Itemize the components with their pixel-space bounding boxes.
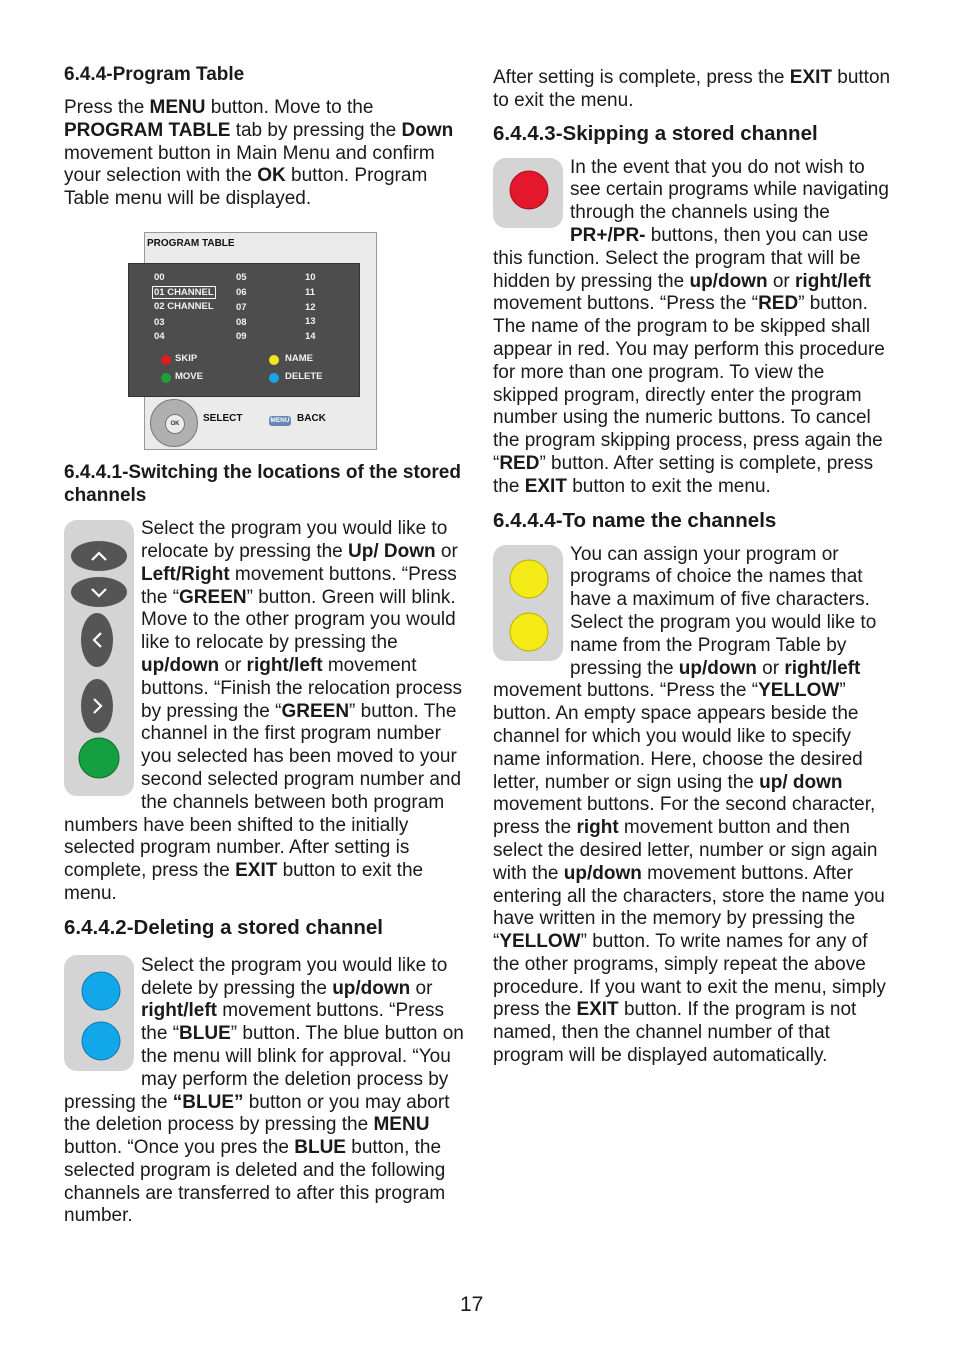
deleting-heading: 6.4.4.2-Deleting a stored channel	[64, 915, 383, 939]
yellow-button-icon	[510, 613, 548, 651]
blue-key-icon	[269, 373, 279, 383]
naming-buttons-graphic	[493, 545, 563, 661]
green-button-icon	[79, 738, 119, 778]
channel-cell: 02 CHANNEL	[154, 301, 214, 312]
skip-key-label: SKIP	[175, 353, 198, 364]
name-key-label: NAME	[285, 353, 313, 364]
naming-heading: 6.4.4.4-To name the channels	[493, 508, 777, 532]
blue-button-icon	[82, 972, 120, 1010]
program-table-screen	[144, 232, 377, 450]
deleting-block	[64, 955, 464, 1229]
channel-cell: 05	[236, 272, 247, 283]
program-table-heading: 6.4.4-Program Table	[64, 64, 245, 85]
red-key-icon	[161, 355, 171, 365]
select-label: SELECT	[203, 413, 243, 424]
switching-text: Select the program you would like to relocate by pressing the Up/ Down or Left/Right movement buttons. “Press the “GREEN” button. Green will blink. Move to the other program you would like to relocate by pressing the up/down or right/left movement buttons. “Finish the relocation process by pressing the “GREEN” button. The channel in the first program number you selected has been moved to your second selected program number and the channels between both program numbers have been shifted to the initially selected program number. After setting is complete, press the EXIT button to exit the menu.	[64, 518, 463, 904]
back-label: BACK	[297, 413, 326, 424]
switching-heading: 6.4.4.1-Switching the locations of the stored channels	[64, 461, 461, 506]
channel-cell: 03	[154, 317, 165, 328]
skipping-buttons-graphic	[493, 158, 563, 228]
deleting-remote-panel	[64, 955, 134, 1071]
move-key-label: MOVE	[175, 371, 203, 382]
channel-cell: 11	[305, 287, 316, 298]
left-arrow-key	[81, 613, 113, 667]
skipping-block	[493, 157, 893, 499]
navigation-pad-icon	[150, 399, 198, 447]
naming-block	[493, 544, 893, 1068]
channel-cell: 10	[305, 272, 316, 283]
down-arrow-key	[71, 577, 127, 607]
skipping-text: In the event that you do not wish to see certain programs while navigating through the channels using the PR+/PR- buttons, then you can use this function. Select the program that will be hidden by pressing the up/down or right/left movement buttons. “Press the “RED” button. The name of the program to be skipped shall appear in red. You may perform this procedure for more than one program. To view the skipped program, directly enter the program number using the numeric buttons. To cancel the program skipping process, press again the “RED” button. After setting is complete, press the EXIT button to exit the menu.	[493, 156, 889, 497]
program-table-intro: Press the MENU button. Move to the PROGRAM TABLE tab by pressing the Down movement button in Main Menu and confirm your selection with the OK button. Program Table menu will be displayed.	[64, 97, 454, 210]
menu-key-icon: MENU	[270, 417, 290, 424]
yellow-button-icon	[510, 560, 548, 598]
skipping-heading: 6.4.4.3-Skipping a stored channel	[493, 121, 818, 145]
channel-cell: 13	[305, 316, 316, 327]
channel-cell: 07	[236, 302, 247, 313]
yellow-key-icon	[269, 355, 279, 365]
deleting-text: Select the program you would like to delete by pressing the up/down or right/left movement buttons. “Press the “BLUE” button. The blue button on the menu will blink for approval. “You may perform the deletion process by pressing the “BLUE” button or you may abort the deletion process by pressing the MENU button. “Once you pres the BLUE button, the selected program is deleted and the following channels are transferred to after this program number.	[64, 954, 464, 1227]
green-key-icon	[161, 373, 171, 383]
skipping-remote-panel	[493, 158, 563, 228]
delete-key-label: DELETE	[285, 371, 323, 382]
naming-remote-panel	[493, 545, 563, 661]
channel-cell: 04	[154, 331, 165, 342]
channel-cell: 00	[154, 272, 165, 283]
deleting-buttons-graphic	[64, 955, 134, 1071]
switching-block	[64, 518, 464, 906]
screen-title: PROGRAM TABLE	[147, 238, 235, 249]
switching-remote-panel	[64, 520, 134, 796]
red-button-icon	[510, 171, 548, 209]
channel-cell: 08	[236, 317, 247, 328]
channel-cell: 09	[236, 331, 247, 342]
channel-list-panel	[128, 263, 360, 397]
page-number: 17	[460, 1293, 484, 1316]
switching-buttons-graphic	[64, 520, 134, 796]
ok-key: OK	[165, 414, 185, 434]
blue-button-icon	[82, 1022, 120, 1060]
right-column	[493, 64, 893, 1068]
channel-cell: 14	[305, 331, 316, 342]
after-setting-text: After setting is complete, press the EXIT button to exit the menu.	[493, 67, 891, 111]
channel-cell-selected: 01 CHANNEL	[154, 287, 214, 298]
channel-cell: 06	[236, 287, 247, 298]
channel-cell: 12	[305, 302, 316, 313]
naming-text: You can assign your program or programs of choice the names that have a maximum of five characters. Select the program you would like to name from the Program Table by pressing the up/down or right/left movement buttons. “Press the “YELLOW” button. An empty space appears beside the channel for which you would like to specify name information. Here, choose the desired letter, number or sign using the up/ down movement buttons. For the second character, press the right movement button and then select the desired letter, number or sign again with the up/down movement buttons. After entering all the characters, store the name you have written in the memory by pressing the “YELLOW” button. To write names for any of the other programs, simply repeat the above procedure. If you want to exit the menu, simply press the EXIT button. If the program is not named, then the channel number of that program will be displayed automatically.	[493, 543, 886, 1067]
up-arrow-key	[71, 541, 127, 571]
right-arrow-key	[81, 679, 113, 733]
